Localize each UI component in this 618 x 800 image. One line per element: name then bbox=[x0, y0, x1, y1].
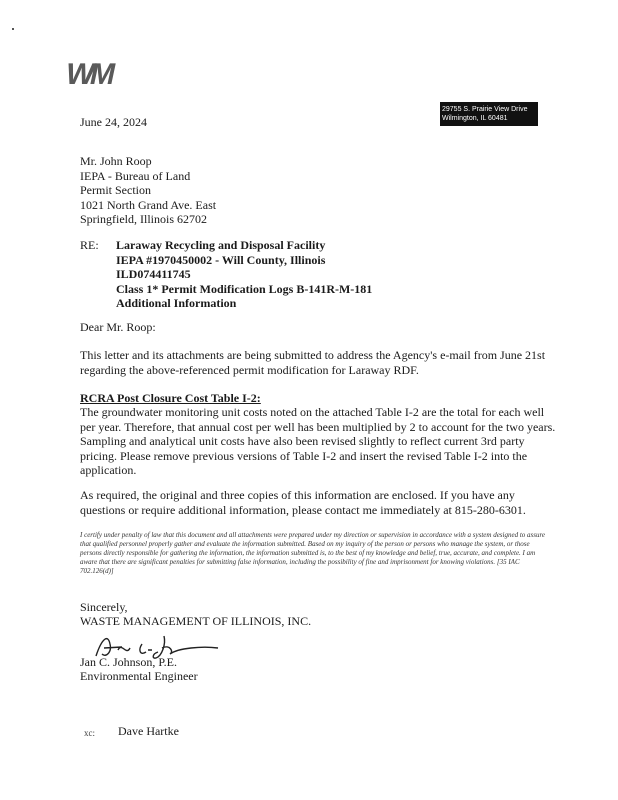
closing: Sincerely, bbox=[80, 600, 128, 614]
section-heading: RCRA Post Closure Cost Table I-2: bbox=[80, 391, 261, 405]
certification-statement: I certify under penalty of law that this document and all attachments were prepared under my direction or supervision in accordance with a system designed to assure that qualified personnel properly gather and evaluate the information submitted. Based on my inquiry of the person or persons who manage the system, or those persons directly responsible for gathering the information, the information submitted is, to the best of my knowledge and belief, true, accurate, and complete. I am aware that there are significant penalties for submitting false information, including the possibility of fine and imprisonment for knowing violations. [35 IAC 702.126(d)] bbox=[80, 531, 546, 575]
signer-name: Jan C. Johnson, P.E. bbox=[80, 655, 178, 669]
re-line: IEPA #1970450002 - Will County, Illinois bbox=[116, 252, 326, 267]
address-line-2: Wilmington, IL 60481 bbox=[442, 115, 508, 122]
letterhead-address bbox=[440, 102, 538, 126]
re-block bbox=[116, 238, 372, 311]
paragraph-contact: As required, the original and three copies of this information are enclosed. If you have any questions or require additional information, please contact me immediately at 815-280-6301. bbox=[80, 488, 526, 517]
signer-title: Environmental Engineer bbox=[80, 669, 198, 683]
cc-label: xc: bbox=[84, 728, 95, 738]
re-line: Class 1* Permit Modification Logs B-141R-M-181 bbox=[116, 281, 373, 296]
recipient-line: IEPA - Bureau of Land bbox=[80, 168, 191, 183]
address-line-1: 29755 S. Prairie View Drive bbox=[442, 106, 528, 113]
recipient-line: Springfield, Illinois 62702 bbox=[80, 212, 207, 226]
re-label: RE: bbox=[80, 238, 99, 252]
salutation: Dear Mr. Roop: bbox=[80, 320, 156, 334]
re-line: ILD074411745 bbox=[116, 267, 191, 281]
scan-speck bbox=[12, 28, 14, 30]
re-line: Additional Information bbox=[116, 296, 237, 310]
re-line: Laraway Recycling and Disposal Facility bbox=[116, 238, 326, 252]
paragraph-table-i2: The groundwater monitoring unit costs noted on the attached Table I-2 are the total for each well per year. Therefore, that annual cost per well has been multiplied by 2 to account for the two years. Sampling and analytical unit costs have also been revised slightly to reflect current 3rd party pricing. Please remove previous versions of Table I-2 and insert the revised Table I-2 into the application. bbox=[80, 405, 556, 477]
letter-date: June 24, 2024 bbox=[80, 115, 147, 129]
wm-logo: WM bbox=[62, 58, 115, 91]
recipient-block bbox=[80, 154, 216, 227]
company-name: WASTE MANAGEMENT OF ILLINOIS, INC. bbox=[80, 614, 312, 628]
recipient-line: Permit Section bbox=[80, 183, 151, 197]
cc-name: Dave Hartke bbox=[118, 724, 179, 738]
scan-speck bbox=[486, 98, 488, 101]
recipient-line: Mr. John Roop bbox=[80, 154, 152, 168]
paragraph-intro: This letter and its attachments are being submitted to address the Agency's e-mail from June 21st regarding the above-referenced permit modification for Laraway RDF. bbox=[80, 348, 546, 377]
recipient-line: 1021 North Grand Ave. East bbox=[80, 197, 217, 212]
